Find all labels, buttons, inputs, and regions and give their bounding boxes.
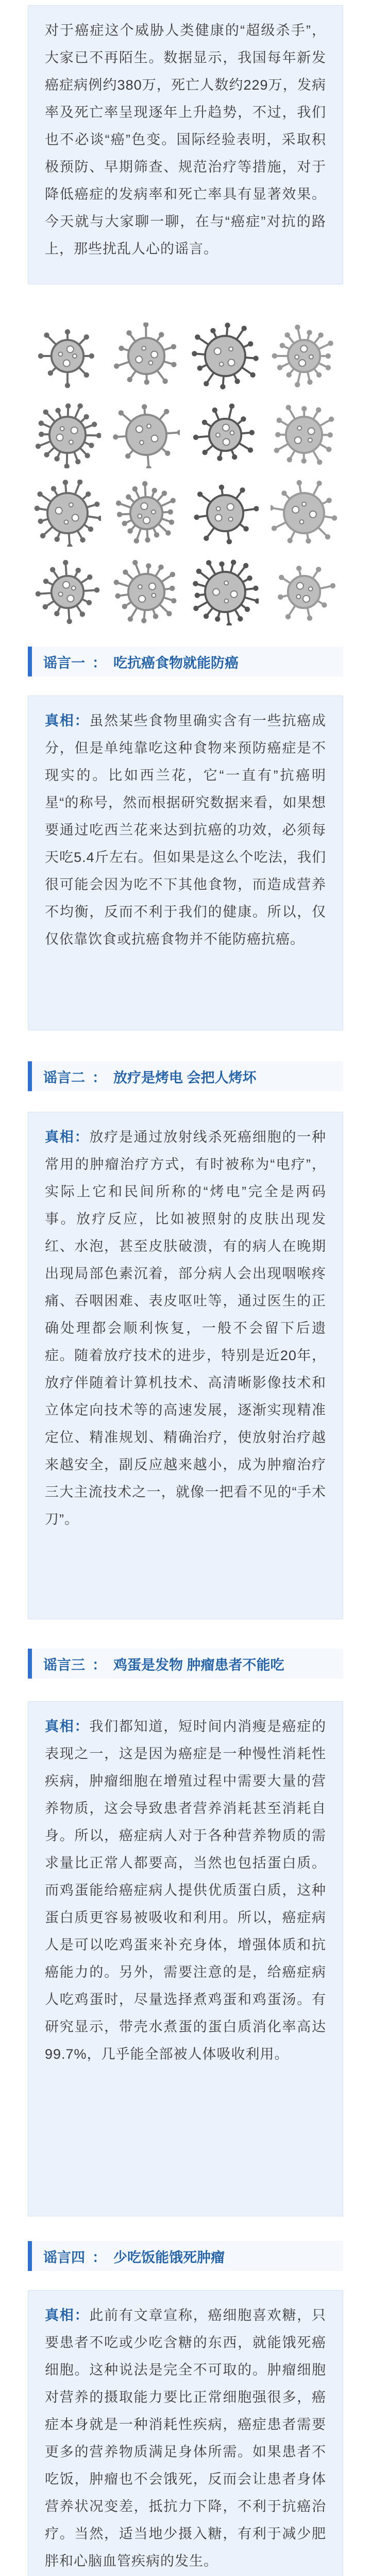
grid-cell (264, 396, 343, 474)
virus-cell-icon (113, 558, 180, 625)
myth-3-separator: ： (92, 1657, 106, 1673)
grid-cell (264, 553, 343, 632)
grid-cell (28, 317, 107, 396)
grid-cell (185, 474, 264, 553)
grid-cell (28, 474, 107, 553)
myth-2-body: 放疗是通过放射线杀死癌细胞的一种常用的肿瘤治疗方式，有时被称为“电疗”，实际上它和民间所称的“烤电”完全是两码事。放疗反应，比如被照射的皮肤出现发红、水泡，甚至皮肤破溃，有的病人在晚期出现局部色素沉着，部分病人会出现咽喉疼痛、吞咽困难、表皮呕吐等，通过医生的正确处理都会顺利恢复，一般不会留下后遗症。随着放疗技术的进步，特别是近20年，放疗伴随着计算机技术、高清晰影像技术和立体定向技术等的高速发展，逐渐实现精准定位、精准规划、精确治疗，使放射治疗越来越安全，副反应越来越小，成为肿瘤治疗三大主流技术之一，就像一把看不见的“手术刀”。 (45, 1129, 327, 1527)
virus-cell-icon (113, 401, 180, 468)
myth-1-lead: 真相： (45, 713, 90, 728)
grid-cell (107, 396, 185, 474)
virus-cell-icon (271, 558, 338, 625)
virus-cell-icon (192, 323, 259, 389)
myth-2-title (28, 1061, 343, 1091)
grid-cell (185, 317, 264, 396)
grid-cell (28, 396, 107, 474)
virus-cell-icon (34, 558, 101, 625)
virus-cell-icon (34, 401, 101, 468)
myth-2-lead: 真相： (45, 1129, 90, 1145)
intro-box (28, 5, 343, 284)
virus-cell-icon (113, 323, 180, 389)
myth-4-heading: 少吃饭能饿死肿瘤 (113, 2249, 225, 2265)
myth-3-body: 我们都知道，短时间内消瘦是癌症的表现之一，这是因为癌症是一种慢性消耗性疾病，肿瘤细胞在增殖过程中需要大量的营养物质，这会导致患者营养消耗甚至消耗自身。所以，癌症病人对于各种营养物质的需求量比正常人都要高，当然也包括蛋白质。而鸡蛋能给癌症病人提供优质蛋白质，这种蛋白质更容易被吸收和利用。所以，癌症病人是可以吃鸡蛋来补充身体，增强体质和抗癌能力的。另外，需要注意的是，给癌症病人吃鸡蛋时，尽量选择煮鸡蛋和鸡蛋汤。有研究显示，带壳水煮蛋的蛋白质消化率高达99.7%，几乎能全部被人体吸收利用。 (45, 1719, 327, 2062)
myth-3-number: 谣言三 (43, 1657, 85, 1673)
myth-4-separator: ： (92, 2249, 106, 2265)
virus-cell-icon (192, 401, 259, 468)
myth-2-box (28, 1112, 343, 1619)
myth-4-number: 谣言四 (43, 2249, 85, 2265)
virus-cell-icon (271, 480, 338, 547)
virus-cell-icon (192, 558, 259, 625)
myth-2-heading: 放疗是烤电 会把人烤坏 (113, 1070, 257, 1086)
grid-cell (185, 553, 264, 632)
myth-1-box (28, 696, 343, 1030)
myth-3-box (28, 1701, 343, 2216)
myth-4-lead: 真相： (45, 2308, 90, 2323)
virus-cell-icon (34, 480, 101, 547)
myth-1-separator: ： (92, 655, 106, 671)
virus-cell-icon (113, 480, 180, 547)
grid-cell (107, 553, 185, 632)
myth-1-text (45, 707, 326, 953)
myth-1-heading: 吃抗癌食物就能防癌 (113, 655, 239, 671)
virus-cell-icon (271, 401, 338, 468)
myth-3-lead: 真相： (45, 1719, 90, 1734)
myth-3-title (28, 1649, 343, 1679)
grid-cell (264, 317, 343, 396)
myth-1-title (28, 647, 343, 676)
virus-cell-icon (192, 480, 259, 547)
grid-cell (107, 317, 185, 396)
myth-3-text (45, 1713, 326, 2068)
myth-4-text (45, 2302, 326, 2575)
grid-cell (28, 553, 107, 632)
myth-4-box (28, 2290, 343, 2576)
myth-4-body: 此前有文章宣称，癌细胞喜欢糖，只要患者不吃或少吃含糖的东西，就能饿死癌细胞。这种说法是完全不可取的。肿瘤细胞对营养的摄取能力要比正常细胞强很多，癌症本身就是一种消耗性疾病，癌症患者需要更多的营养物质满足身体所需。如果患者不吃饭，肿瘤也不会饿死，反而会让患者身体营养状况变差，抵抗力下降，不利于抗癌治疗。当然，适当地少摄入糖，有利于减少肥胖和心脑血管疾病的发生。 (45, 2308, 327, 2569)
myth-3-heading: 鸡蛋是发物 肿瘤患者不能吃 (113, 1657, 284, 1673)
myth-4-title (28, 2241, 343, 2271)
virus-icon-grid (28, 317, 343, 631)
myth-2-separator: ： (92, 1070, 106, 1086)
grid-cell (264, 474, 343, 553)
grid-cell (185, 396, 264, 474)
myth-2-number: 谣言二 (43, 1070, 85, 1086)
virus-cell-icon (34, 323, 101, 389)
myth-1-number: 谣言一 (43, 655, 85, 671)
myth-1-body: 虽然某些食物里确实含有一些抗癌成分，但是单纯靠吃这种食物来预防癌症是不现实的。比如西兰花，它“一直有”抗癌明星“的称号，然而根据研究数据来看，如果想要通过吃西兰花来达到抗癌的功效，必须每天吃5.4斤左右。但如果是这么个吃法，我们很可能会因为吃不下其他食物，而造成营养不均衡，反而不利于我们的健康。所以，仅仅依靠饮食或抗癌食物并不能防癌抗癌。 (45, 713, 327, 947)
grid-cell (107, 474, 185, 553)
virus-cell-icon (271, 323, 338, 389)
intro-text: 对于癌症这个威胁人类健康的“超级杀手”，大家已不再陌生。数据显示，我国每年新发癌症病例约380万，死亡人数约229万，发病率及死亡率呈现逐年上升趋势，不过，我们也不必谈“癌”色变。国际经验表明，采取积极预防、早期筛查、规范治疗等措施，对于降低癌症的发病率和死亡率具有显著效果。今天就与大家聊一聊，在与“癌症”对抗的路上，那些扰乱人心的谣言。 (45, 23, 326, 257)
myth-2-text (45, 1124, 326, 1533)
